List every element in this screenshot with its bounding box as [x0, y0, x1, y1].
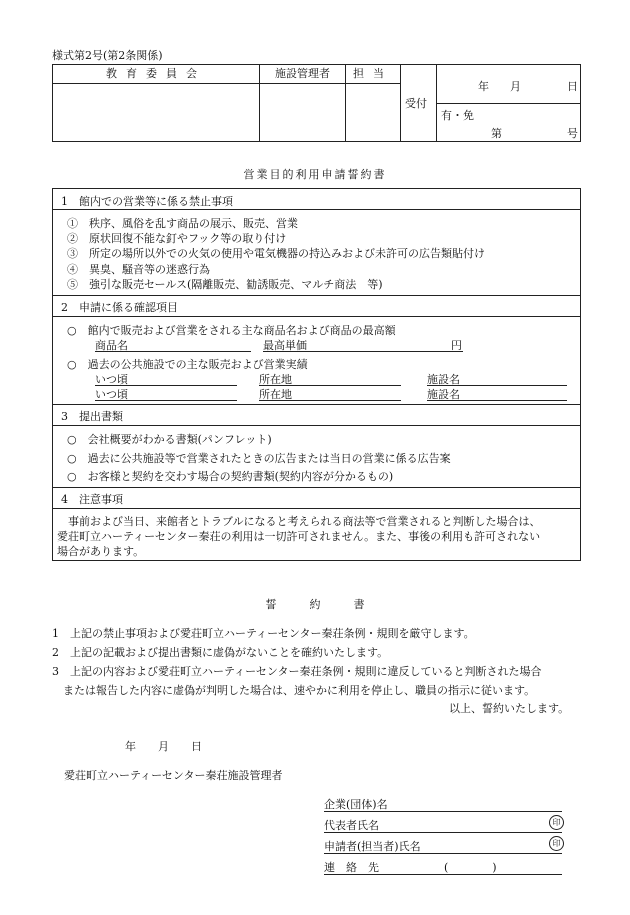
section1-heading: 1 館内での営業等に係る禁止事項 [61, 195, 233, 208]
pledge-item: 1 上記の禁止事項および愛荘町立ハーティーセンター秦荘条例・規則を厳守します。 [52, 627, 475, 640]
section2-heading: 2 申請に係る確認項目 [61, 301, 178, 314]
divider [53, 295, 580, 296]
facility-label: 施設名 [427, 373, 460, 386]
board-header: 教育委員会 [53, 65, 259, 84]
divider [436, 103, 580, 104]
pledge-closing: 以上、誓約いたします。 [449, 702, 570, 715]
pledge-item: 2 上記の記載および提出書類に虚偽がないことを確約いたします。 [52, 646, 389, 659]
section3-item: ○ お客様と契約を交わす場合の契約書類(契約内容が分かるもの) [67, 470, 394, 483]
section1-item: ① 秩序、風俗を乱す商品の展示、販売、営業 [67, 217, 298, 230]
document-title: 営業目的利用申請誓約書 [243, 168, 387, 181]
section2-question: ○ 館内で販売および営業をされる主な商品名および商品の最高額 [67, 324, 396, 337]
divider [53, 425, 580, 426]
divider [53, 487, 580, 488]
approval-table [52, 64, 581, 142]
number-suffix: 号 [567, 127, 578, 140]
divider [53, 209, 580, 210]
seal-icon: 印 [549, 836, 564, 851]
contact-label: 連 絡 先 [324, 861, 379, 874]
applicant-label: 申請者(担当者)氏名 [324, 840, 421, 853]
underline [95, 400, 237, 401]
location-label: 所在地 [259, 373, 292, 386]
section1-item: ④ 異臭、騒音等の迷惑行為 [67, 263, 210, 276]
divider [53, 508, 580, 509]
section1-item: ⑤ 強引な販売セールス(隔離販売、勧誘販売、マルチ商法 等) [67, 278, 383, 291]
section2-question: ○ 過去の公共施設での主な販売および営業実績 [67, 358, 308, 371]
company-label: 企業(団体)名 [324, 798, 388, 811]
manager-header: 施設管理者 [260, 65, 345, 84]
pledge-title: 誓 約 書 [265, 598, 365, 611]
notice-text: 場合があります。 [57, 545, 145, 558]
section1-item: ③ 所定の場所以外での火気の使用や電気機器の持込みおよび未許可の広告類貼付け [67, 247, 485, 260]
max-price-label: 最高単価 [263, 339, 307, 352]
underline [263, 351, 463, 352]
section4-heading: 4 注意事項 [61, 493, 123, 506]
date-day: 日 [567, 80, 578, 93]
form-number: 様式第2号(第2条関係) [52, 49, 163, 62]
section1-item: ② 原状回復不能な釘やフック等の取り付け [67, 232, 287, 245]
underline [427, 400, 567, 401]
staff-header: 担当 [346, 65, 400, 84]
section3-item: ○ 過去に公共施設等で営業されたときの広告または当日の営業に係る広告案 [67, 452, 451, 465]
facility-label: 施設名 [427, 388, 460, 401]
product-name-label: 商品名 [95, 339, 128, 352]
addressee: 愛荘町立ハーティーセンター秦荘施設管理者 [64, 769, 283, 782]
company-line[interactable] [324, 811, 562, 812]
pledge-item: 3 上記の内容および愛荘町立ハーティーセンター秦荘条例・規則に違反していると判断された場合 [52, 665, 542, 678]
date-line: 年 月 日 [125, 740, 202, 753]
notice-text: 事前および当日、来館者とトラブルになると考えられる商法等で営業されると判断した場合は、 [57, 515, 541, 528]
representative-line[interactable] [324, 832, 562, 833]
applicant-line[interactable] [324, 853, 562, 854]
location-label: 所在地 [259, 388, 292, 401]
pledge-item: または報告した内容に虚偽が判明した場合は、速やかに利用を停止し、職員の指示に従います。 [52, 684, 536, 697]
seal-icon: 印 [549, 815, 564, 830]
date-month: 月 [510, 80, 521, 93]
main-box [52, 188, 581, 561]
date-year: 年 [478, 80, 489, 93]
underline [95, 351, 251, 352]
contact-line[interactable] [324, 874, 562, 875]
representative-label: 代表者氏名 [324, 819, 379, 832]
contact-paren: ( ) [444, 861, 497, 874]
underline [259, 400, 401, 401]
divider [400, 65, 401, 141]
yen-label: 円 [451, 339, 462, 352]
fee-label: 有・免 [441, 109, 474, 122]
notice-text: 愛荘町立ハーティーセンター秦荘の利用は一切許可されません。また、事後の利用も許可されない [57, 530, 541, 543]
when-label: いつ頃 [95, 373, 128, 386]
divider [53, 404, 580, 405]
divider [53, 316, 580, 317]
when-label: いつ頃 [95, 388, 128, 401]
section3-heading: 3 提出書類 [61, 410, 123, 423]
number-prefix: 第 [491, 127, 502, 140]
reception-label: 受付 [405, 97, 427, 110]
section3-item: ○ 会社概要がわかる書類(パンフレット) [67, 433, 272, 446]
